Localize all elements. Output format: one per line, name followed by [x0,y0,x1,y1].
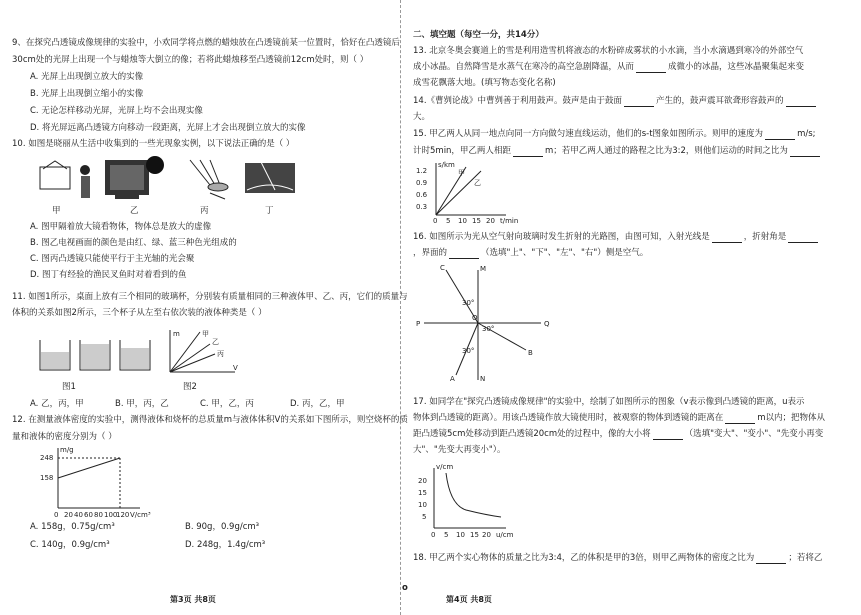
q12-ylabel: m/g [60,446,74,454]
q10-label-bing: 丙 [200,206,209,216]
q10-label-ding: 丁 [265,206,274,216]
pt-n: N [480,375,486,383]
q15-ylabel: s/km [438,161,455,169]
q15-xlabel: t/min [500,217,519,225]
q12-xtick-20: 20 [64,511,73,519]
q16-line2: ，界面的 （选填"上"、"下"、"左"、"右"）侧是空气。 [413,248,649,258]
q14-line1: 14.《曹刿论战》中曹刿善于利用鼓声。鼓声是由于鼓面 产生的，鼓声震耳欲聋形容鼓声的 [413,96,818,107]
q11-stem2: 体积的关系如图2所示，三个杯子从左至右依次装的液体种类是（ ） [12,308,267,318]
q11-option-b: B. 甲，丙，乙 [115,399,169,409]
q12-ytick-248: 248 [40,454,54,462]
q15-label-yi: 乙 [474,179,481,187]
glass-1 [40,340,70,370]
q12-option-d: D. 248g，1.4g/cm³ [185,540,266,550]
q16-line1: 16. 如图所示为光从空气射向玻璃时发生折射的光路图，由图可知，入射光线是 ，折射角是 [413,232,820,243]
q10-label-yi: 乙 [130,206,139,216]
q17-ylabel: v/cm [436,463,454,471]
q16-refraction-diagram [416,265,556,385]
q15-blank-3[interactable] [790,148,820,157]
q10-option-c: C. 图丙凸透镜只能使平行于主光轴的光会聚 [30,254,195,264]
q16-blank-2[interactable] [788,234,818,243]
q12-option-b: B. 90g，0.9g/cm³ [185,522,260,532]
q15-ytick-4: 0.3 [416,203,428,211]
q9-option-b: B. 光屏上出现倒立缩小的实像 [30,89,144,99]
right-footer: 第4页 共8页 [446,595,492,604]
pt-m: M [480,265,487,273]
picture-jia [40,161,90,198]
q10-option-a: A. 图甲隔着放大镜看物体，物体总是放大的虚像 [30,222,212,232]
q17-xtick-10: 10 [456,531,465,539]
q12-xtick-100: 100 [104,511,118,519]
q17-xtick-5: 5 [444,531,449,539]
q17-ytick-15: 15 [418,489,427,497]
q15-ytick-3: 0.6 [416,191,428,199]
pt-a: A [450,375,455,383]
g11-v: V [233,364,238,372]
q14-blank-2[interactable] [786,98,816,107]
q15-st-graph [416,161,519,225]
q13-line2: 成小冰晶。自然降雪是水蒸气在寒冷的高空急剧降温，从而 成微小的冰晶，这些冰晶聚集起来变 [413,62,805,72]
q12-xtick-120: 120 [116,511,130,519]
q15-xtick-5: 5 [446,217,451,225]
q17-line2: 物体到凸透镜的距离）。用该凸透镜作放大镜使用时，被观察的物体到透镜的距离在 m以内；把物体从 [413,413,826,423]
angle-3: 30° [462,347,475,355]
q12-xlabel: V/cm³ [130,511,151,519]
q15-ytick-1: 1.2 [416,167,428,175]
q12-xtick-80: 80 [94,511,103,519]
section-title: 二、填空题（每空一分，共14分） [413,30,544,40]
left-footer: 第3页 共8页 [170,595,216,604]
q9-option-a: A. 光屏上出现倒立放大的实像 [30,72,144,82]
q9-option-d: D. 将光屏远离凸透镜方向移动一段距离，光屏上才会出现倒立放大的实像 [30,123,306,133]
q11-figures [35,330,245,380]
q15-blank-1[interactable] [765,131,795,140]
q15-ytick-2: 0.9 [416,179,428,187]
angle-2: 30° [482,325,495,333]
q18-blank[interactable] [756,555,786,564]
q15-line2: 计时5min，甲乙两人相距 m；若甲乙两人通过的路程之比为3:2，则他们运动的时间之比为 [413,146,822,157]
g11-bing: 丙 [217,350,224,358]
picture-yi [105,156,164,199]
q14-line2: 大。 [413,112,431,122]
q9-option-c: C. 无论怎样移动光屏，光屏上均不会出现实像 [30,106,203,116]
q17-ytick-20: 20 [418,477,427,485]
g11-m: m [173,330,180,338]
q17-xlabel: u/cm [496,531,514,539]
q17-xtick-15: 15 [470,531,479,539]
q17-blank-1[interactable] [725,415,755,424]
q15-xtick-0: 0 [433,217,438,225]
q17-uv-graph [416,465,516,540]
g11-yi: 乙 [212,338,219,346]
q17-blank-2[interactable] [653,431,683,440]
q11-fig2-label: 图2 [183,382,197,392]
glass-2 [80,340,110,370]
pt-o: O [472,314,478,322]
pt-b: B [528,349,533,357]
mass-volume-graph [170,330,238,372]
q17-ytick-5: 5 [422,513,427,521]
q9-stem: 9、在探究凸透镜成像规律的实验中，小欢同学将点燃的蜡烛放在凸透镜前某一位置时，恰好在凸透镜后 [12,38,400,48]
q17-line3: 距凸透镜5cm处移动到距凸透镜20cm处的过程中，像的大小将 （选填"变大"、"变小"、"先变小再变 [413,429,824,439]
q11-option-d: D. 丙，乙，甲 [290,399,345,409]
q15-line1: 15. 甲乙两人从同一地点向同一方向做匀速直线运动，他们的s-t图象如图所示。则甲的速度为 m/s; [413,129,816,139]
q12-stem2: 量和液体的密度分别为（ ） [12,432,117,442]
q17-xtick-20: 20 [482,531,491,539]
center-mark: o [402,583,408,593]
q12-option-c: C. 140g，0.9g/cm³ [30,540,110,550]
q12-stem: 12. 在测量液体密度的实验中，测得液体和烧杯的总质量m与液体体积V的关系如下图所示，则空烧杯的质 [12,415,408,425]
q11-option-c: C. 甲，乙，丙 [200,399,254,409]
q12-graph [40,448,150,518]
pt-p: P [416,320,421,328]
q10-label-jia: 甲 [52,206,61,216]
q11-option-a: A. 乙，丙，甲 [30,399,84,409]
picture-ding [245,160,295,193]
q12-ytick-158: 158 [40,474,54,482]
q10-option-d: D. 图丁有经验的渔民叉鱼时对着看到的鱼 [30,270,187,280]
q15-blank-2[interactable] [513,148,543,157]
q17-line1: 17. 如同学在"探究凸透镜成像规律"的实验中，绘制了如图所示的图象（v表示像到凸透镜的距离，u表示 [413,397,805,407]
q12-xtick-0: 0 [54,511,59,519]
q14-blank-1[interactable] [624,98,654,107]
q18-line1: 18. 甲乙两个实心物体的质量之比为3:4，乙的体积是甲的3倍，则甲乙两物体的密度之比为 ；若将乙 [413,553,823,563]
q10-option-b: B. 图乙电视画面的颜色是由红、绿、蓝三种色光组成的 [30,238,237,248]
q17-line4: 大"、"先变大再变小"）。 [413,445,506,455]
q16-blank-1[interactable] [712,234,742,243]
q12-xtick-40: 40 [74,511,83,519]
q9-stem2: 30cm处的光屏上出现一个与蜡烛等大倒立的像；若将此蜡烛移至凸透镜前12cm处时，则（ ） [12,55,369,65]
q12-option-a: A. 158g，0.75g/cm³ [30,522,115,532]
q17-ytick-10: 10 [418,501,427,509]
left-page [0,0,408,615]
q12-xtick-60: 60 [84,511,93,519]
q13-line3: 成雪花飘落大地。(填写物态变化名称) [413,78,556,88]
g11-jia: 甲 [202,330,209,338]
pt-c: C [440,264,445,272]
q15-label-jia: 甲 [458,169,465,177]
q13-blank[interactable] [636,64,666,73]
q16-blank-3[interactable] [449,250,479,259]
q15-xtick-10: 10 [458,217,467,225]
q11-fig1-label: 图1 [62,382,76,392]
q17-xtick-0: 0 [431,531,436,539]
right-page [401,0,861,615]
q11-stem: 11. 如图1所示，桌面上放有三个相同的玻璃杯，分别装有质量相同的三种液体甲、乙、丙，它们的质量与 [12,292,408,302]
q15-xtick-20: 20 [486,217,495,225]
pt-q: Q [544,320,550,328]
glass-3 [120,340,150,370]
q15-xtick-15: 15 [472,217,481,225]
picture-bing [190,160,228,199]
q13-line1: 13. 北京冬奥会赛道上的雪是利用造雪机将液态的水粉碎成雾状的小水滴，当小水滴遇到寒冷的外部空气 [413,46,804,56]
q10-stem: 10. 如图是晓丽从生活中收集到的一些光现象实例，以下说法正确的是（ ） [12,139,295,149]
angle-1: 30° [462,299,475,307]
